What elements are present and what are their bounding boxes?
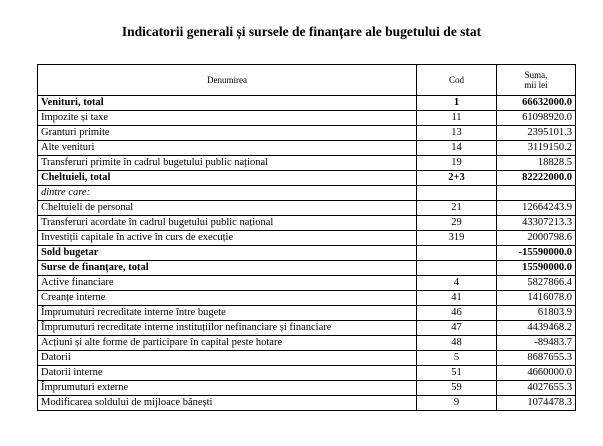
row-value: -89483.7 [497, 336, 576, 351]
row-name: Impozite și taxe [38, 111, 417, 126]
row-code: 59 [417, 381, 497, 396]
table-row [38, 201, 576, 216]
header-code: Cod [417, 65, 497, 96]
table-row [38, 231, 576, 246]
table-row [38, 141, 576, 156]
row-value: -15590000.0 [497, 246, 576, 261]
row-name: Venituri, total [38, 96, 417, 111]
row-code: 19 [417, 156, 497, 171]
row-code [417, 246, 497, 261]
header-name: Denumirea [38, 65, 417, 96]
row-code [417, 261, 497, 276]
table-row [38, 216, 576, 231]
row-value: 2395101.3 [497, 126, 576, 141]
row-name: Împrumuturi recreditate interne între bugete [38, 306, 417, 321]
table-row [38, 276, 576, 291]
row-code: 29 [417, 216, 497, 231]
table-row [38, 381, 576, 396]
row-value: 2000798.6 [497, 231, 576, 246]
row-value: 4439468.2 [497, 321, 576, 336]
row-code: 5 [417, 351, 497, 366]
row-name: Datorii interne [38, 366, 417, 381]
row-value: 8687655.3 [497, 351, 576, 366]
row-name: Sold bugetar [38, 246, 417, 261]
table-row [38, 156, 576, 171]
row-value: 4027655.3 [497, 381, 576, 396]
table-row [38, 396, 576, 411]
row-code: 9 [417, 396, 497, 411]
row-code: 14 [417, 141, 497, 156]
row-code: 2+3 [417, 171, 497, 186]
row-name: dintre care: [38, 186, 417, 201]
budget-table [37, 64, 576, 411]
table-row [38, 171, 576, 186]
row-code [417, 186, 497, 201]
table-row [38, 111, 576, 126]
table-row [38, 306, 576, 321]
row-value: 18828.5 [497, 156, 576, 171]
table-header-row [38, 65, 576, 96]
row-code: 51 [417, 366, 497, 381]
row-name: Transferuri primite în cadrul bugetului public național [38, 156, 417, 171]
table-row [38, 321, 576, 336]
table-body [38, 96, 576, 411]
row-name: Alte venituri [38, 141, 417, 156]
row-value: 1416078.0 [497, 291, 576, 306]
row-code: 319 [417, 231, 497, 246]
row-name: Modificarea soldului de mijloace bănești [38, 396, 417, 411]
document-title: Indicatorii generali și sursele de finanțare ale bugetului de stat [121, 24, 482, 39]
table-row [38, 246, 576, 261]
table-row [38, 96, 576, 111]
row-name: Active financiare [38, 276, 417, 291]
table-row [38, 351, 576, 366]
row-code: 46 [417, 306, 497, 321]
row-value: 66632000.0 [497, 96, 576, 111]
row-value: 15590000.0 [497, 261, 576, 276]
table-row [38, 186, 576, 201]
row-name: Datorii [38, 351, 417, 366]
row-name: Investiții capitale în active în curs de execuție [38, 231, 417, 246]
row-name: Transferuri acordate în cadrul bugetului public național [38, 216, 417, 231]
row-value: 43307213.3 [497, 216, 576, 231]
row-value: 82222000.0 [497, 171, 576, 186]
row-value: 5827866.4 [497, 276, 576, 291]
row-value: 1074478.3 [497, 396, 576, 411]
row-name: Împrumuturi recreditate interne instituțiilor nefinanciare și financiare [38, 321, 417, 336]
table-row [38, 366, 576, 381]
table-row [38, 261, 576, 276]
row-value: 12664243.9 [497, 201, 576, 216]
header-sum [497, 65, 576, 96]
row-code: 11 [417, 111, 497, 126]
row-code: 48 [417, 336, 497, 351]
row-name: Granturi primite [38, 126, 417, 141]
row-name: Cheltuieli, total [38, 171, 417, 186]
table-row [38, 291, 576, 306]
row-name: Surse de finanțare, total [38, 261, 417, 276]
row-code: 1 [417, 96, 497, 111]
row-code: 41 [417, 291, 497, 306]
row-name: Acțiuni și alte forme de participare în capital peste hotare [38, 336, 417, 351]
row-code: 4 [417, 276, 497, 291]
row-value: 4660000.0 [497, 366, 576, 381]
header-sum-line2: mii lei [524, 80, 548, 90]
row-value: 3119150.2 [497, 141, 576, 156]
row-name: Creanțe interne [38, 291, 417, 306]
row-value [497, 186, 576, 201]
row-code: 21 [417, 201, 497, 216]
row-value: 61803.9 [497, 306, 576, 321]
row-code: 13 [417, 126, 497, 141]
table-row [38, 336, 576, 351]
row-code: 47 [417, 321, 497, 336]
table-row [38, 126, 576, 141]
row-name: Cheltuieli de personal [38, 201, 417, 216]
row-name: Împrumuturi externe [38, 381, 417, 396]
row-value: 61098920.0 [497, 111, 576, 126]
header-sum-line1: Suma, [524, 70, 548, 80]
